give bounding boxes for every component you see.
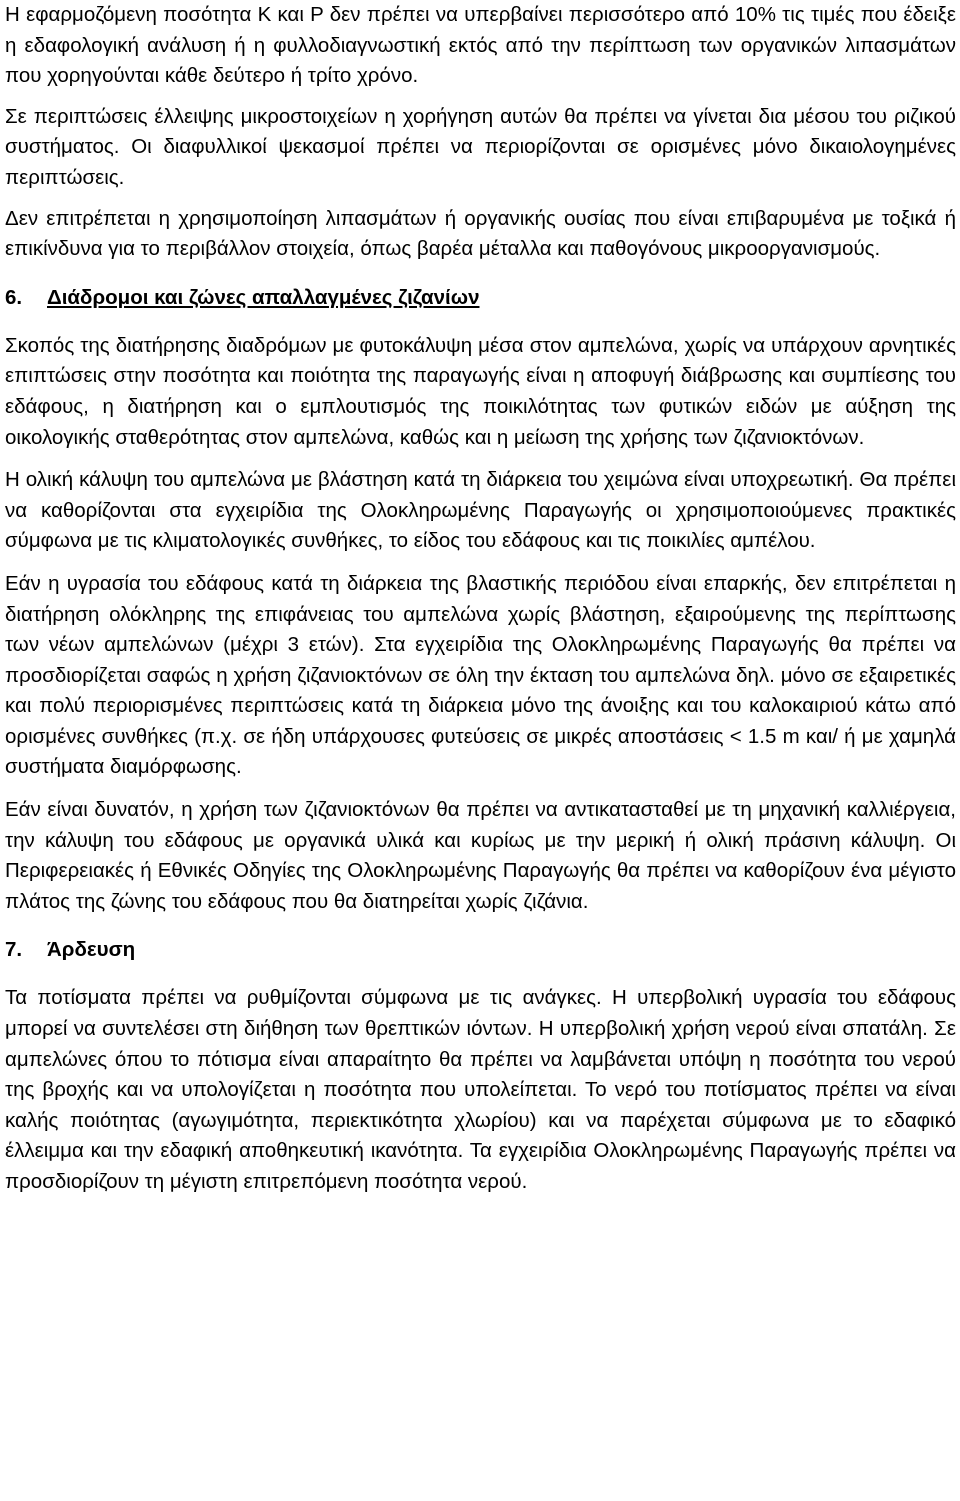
document-page	[5, 0, 956, 1198]
paragraph-winter-cover: Η ολική κάλυψη του αμπελώνα με βλάστηση κατά τη διάρκεια του χειμώνα είναι υποχρεωτική. Θα πρέπει να καθορίζονται στα εγχειρίδια της Ολοκληρωμένης Παραγωγής οι χρησιμοποιούμενες πρακτικές σύμφωνα με τις κλιματολογικές συνθήκες, το είδος του εδάφους και τις ποικιλίες αμπέλου.	[5, 468, 956, 553]
section-title: Άρδευση	[47, 938, 136, 962]
paragraph-micronutrients: Σε περιπτώσεις έλλειψης μικροστοιχείων η χορήγηση αυτών θα πρέπει να γίνεται δια μέσου του ριζικού συστήματος. Οι διαφυλλικοί ψεκασμοί πρέπει να περιορίζονται σε ορισμένες μόνο δικαιολογημένες περιπτώσεις.	[5, 104, 956, 189]
section-number: 6.	[5, 285, 23, 309]
section-number: 7.	[5, 938, 23, 962]
paragraph-nutrient-limits: Η εφαρμοζόμενη ποσότητα Κ και Ρ δεν πρέπει να υπερβαίνει περισσότερο από 10% τις τιμές που έδειξε η εδαφολογική ανάλυση ή η φυλλοδιαγνωστική εκτός από την περίπτωση των οργανικών λιπασμάτων που χορηγούνται κάθε δεύτερο ή τρίτο χρόνο.	[5, 3, 956, 88]
paragraph-soil-moisture: Εάν η υγρασία του εδάφους κατά τη διάρκεια της βλαστικής περιόδου είναι επαρκής, δεν επιτρέπεται η διατήρηση ολόκληρης της επιφάνειας του αμπελώνα χωρίς βλάστηση, εξαιρούμενης της περίπτωσης των νέων αμπελώνων (μέχρι 3 ετών). Στα εγχειρίδια της Ολοκληρωμένης Παραγωγής θα πρέπει να προσδιορίζεται σαφώς η χρήση ζιζανιοκτόνων σε όλη την έκταση του αμπελώνα δηλ. μόνο σε εξαιρετικές και πολύ περιορισμένες περιπτώσεις κατά τη διάρκεια μόνο της άνοιξης και του καλοκαιριού κάτω από ορισμένες συνθήκες (π.χ. σε ήδη υπάρχουσες φυτεύσεις σε μικρές αποστάσεις < 1.5 m και/ ή με χαμηλά συστήματα διαμόρφωσης.	[5, 571, 956, 779]
section-title: Διάδρομοι και ζώνες απαλλαγμένες ζιζανίων	[47, 285, 480, 309]
paragraph-toxic-fertilizers: Δεν επιτρέπεται η χρησιμοποίηση λιπασμάτων ή οργανικής ουσίας που είναι επιβαρυμένα με τοξικά ή επικίνδυνα για το περιβάλλον στοιχεία, όπως βαρέα μέταλλα και παθογόνους μικροοργανισμούς.	[5, 206, 956, 261]
paragraph-herbicide-alternatives: Εάν είναι δυνατόν, η χρήση των ζιζανιοκτόνων θα πρέπει να αντικατασταθεί με τη μηχανική καλλιέργεια, την κάλυψη του εδάφους με οργανικά υλικά και κυρίως με την μερική ή ολική πράσινη κάλυψη. Οι Περιφερειακές ή Εθνικές Οδηγίες της Ολοκληρωμένης Παραγωγής θα πρέπει να καθορίζουν ένα μέγιστο πλάτος της ζώνης του εδάφους που θα διατηρείται χωρίς ζιζάνια.	[5, 798, 956, 913]
paragraph-weed-corridors-purpose: Σκοπός της διατήρησης διαδρόμων με φυτοκάλυψη μέσα στον αμπελώνα, χωρίς να υπάρχουν αρνητικές επιπτώσεις στην ποσότητα και ποιότητα της παραγωγής είναι η αποφυγή διάβρωσης και συμπίεσης του εδάφους, η διατήρηση και ο εμπλουτισμός της ποικιλότητας των φυτικών ειδών με αύξηση της οικολογικής σταθερότητας στον αμπελώνα, καθώς και η μείωση της χρήσης των ζιζανιοκτόνων.	[5, 333, 956, 449]
paragraph-irrigation: Τα ποτίσματα πρέπει να ρυθμίζονται σύμφωνα με τις ανάγκες. Η υπερβολική υγρασία του εδάφους μπορεί να συντελέσει στη διήθηση των θρεπτικών ιόντων. Η υπερβολική χρήση νερού είναι σπατάλη. Σε αμπελώνες όπου το πότισμα είναι απαραίτητο θα πρέπει να λαμβάνεται υπόψη η ποσότητα του νερού της βροχής και να υπολογίζεται η ποσότητα που υπολείπεται. Το νερό του ποτίσματος πρέπει να είναι καλής ποιότητας (αγωγιμότητα, περιεκτικότητα χλωρίου) και να παρέχεται σύμφωνα με το εδαφικό έλλειμμα και την εδαφική αποθηκευτική ικανότητα. Τα εγχειρίδια Ολοκληρωμένης Παραγωγής πρέπει να προσδιορίζουν τη μέγιστη επιτρεπόμενη ποσότητα νερού.	[5, 986, 956, 1193]
section-heading-7	[5, 935, 956, 965]
section-heading-6	[5, 283, 956, 313]
